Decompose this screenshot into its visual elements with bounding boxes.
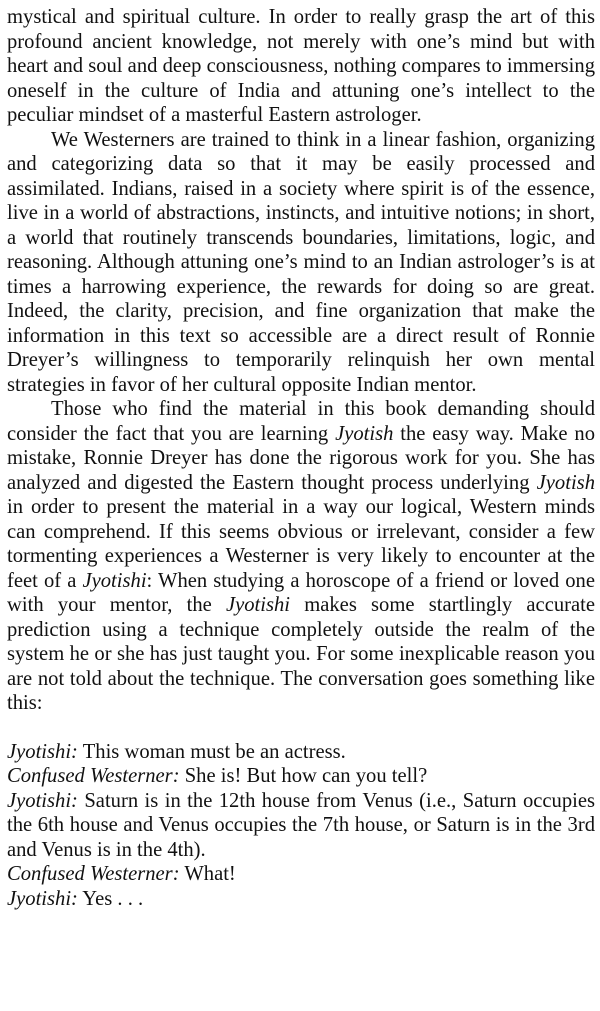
dialogue-line <box>7 789 595 863</box>
paragraph-1 <box>7 5 595 128</box>
paragraph-3-text-e: makes some startlingly accurate prediction using a technique completely outside the realm of the system he or she has just taught you. For some inexplicable reason you are not told about the technique. The conversation goes something like this: <box>7 594 595 714</box>
book-page <box>7 5 595 911</box>
paragraph-3 <box>7 397 595 716</box>
dialogue-speaker: Jyotishi: <box>7 789 78 812</box>
dialogue-text: What! <box>179 863 236 885</box>
term-jyotish: Jyotish <box>335 422 394 445</box>
dialogue-text: Saturn is in the 12th house from Venus (i.e., Saturn occupies the 6th house and Venus occupies the 7th house, or Saturn is in the 3rd and Venus is in the 4th). <box>7 789 595 861</box>
dialogue-text: She is! But how can you tell? <box>179 765 428 787</box>
paragraph-gap <box>7 716 595 740</box>
dialogue-line <box>7 740 595 765</box>
dialogue-text: This woman must be an actress. <box>77 740 346 763</box>
dialogue-line <box>7 887 595 912</box>
dialogue-speaker: Jyotishi: <box>7 887 78 910</box>
paragraph-3-text-b: the easy way. Make no mistake, Ronnie Dreyer has done the rigorous work for you. She has analyzed and digested the Eastern thought process underlying <box>7 422 595 494</box>
paragraph-2-text: We Westerners are trained to think in a linear fashion, organizing and categorizing data so that it may be easily processed and assimilated. Indians, raised in a society where spirit is of the essence, live in a world of abstractions, instincts, and intuitive notions; in short, a world that routinely transcends boundaries, limitations, logic, and reasoning. Although attuning one’s mind to an Indian astrologer’s is at times a harrowing experience, the rewards for doing so are great. Indeed, the clarity, precision, and fine organization that make the information in this text so accessible are a direct result of Ronnie Dreyer’s willingness to temporarily relinquish her own mental strategies in favor of her cultural opposite Indian mentor. <box>7 128 595 396</box>
paragraph-1-text: mystical and spiritual culture. In order to really grasp the art of this profound ancient knowledge, not merely with one’s mind but with heart and soul and deep consciousness, nothing compares to immersing oneself in the culture of India and attuning one’s intellect to the peculiar mindset of a masterful Eastern astrologer. <box>7 6 595 126</box>
dialogue-line <box>7 862 595 887</box>
dialogue-speaker: Confused Westerner: <box>7 863 180 885</box>
dialogue-speaker: Jyotishi: <box>7 740 78 763</box>
dialogue <box>7 740 595 912</box>
dialogue-line <box>7 764 595 789</box>
paragraph-3-text-d: : When studying a horoscope of a friend or loved one with your mentor, the <box>7 569 595 616</box>
paragraph-3-text-c: in order to present the material in a way our logical, Western minds can comprehend. If this seems obvious or irrelevant, consider a few tormenting experiences a Westerner is very likely to encounter at the feet of a <box>7 496 595 592</box>
paragraph-2 <box>7 128 595 398</box>
dialogue-speaker: Confused Westerner: <box>7 765 180 787</box>
term-jyotishi: Jyotishi <box>225 594 291 616</box>
paragraph-3-text-a: Those who find the material in this book demanding should consider the fact that you are learning <box>7 398 595 445</box>
dialogue-text: Yes . . . <box>77 887 144 910</box>
term-jyotish: Jyotish <box>536 471 595 494</box>
term-jyotishi: Jyotishi <box>82 569 147 592</box>
